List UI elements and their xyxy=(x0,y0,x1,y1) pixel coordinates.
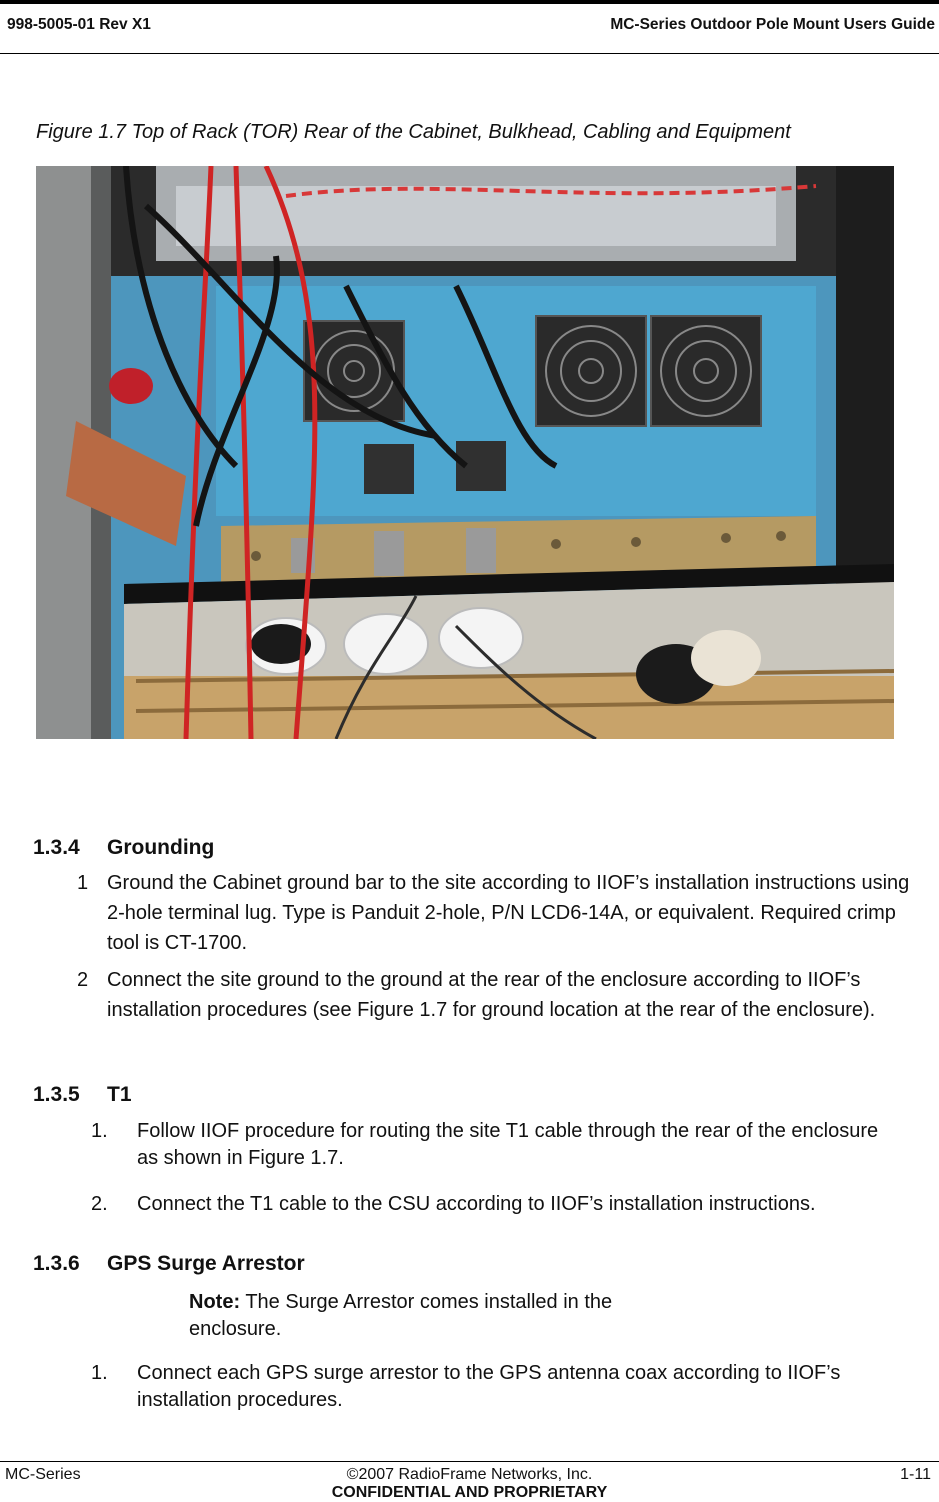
list-number: 1. xyxy=(91,1362,108,1384)
doc-number: 998-5005-01 Rev X1 xyxy=(7,16,151,33)
list-number: 1. xyxy=(91,1120,108,1142)
section-title: GPS Surge Arrestor xyxy=(107,1252,305,1275)
cabinet-photo xyxy=(36,166,894,739)
list-text: Connect each GPS surge arrestor to the GPS antenna coax according to IIOF’s installation procedures. xyxy=(137,1362,841,1411)
list-item xyxy=(0,1191,939,1221)
footer-rule xyxy=(0,1461,939,1462)
list-item xyxy=(0,1118,939,1178)
footer-confidential: CONFIDENTIAL AND PROPRIETARY xyxy=(331,1484,608,1501)
list-item xyxy=(0,965,939,1055)
list-item xyxy=(0,1360,939,1420)
footer-copyright: ©2007 RadioFrame Networks, Inc. xyxy=(346,1466,593,1483)
page-header xyxy=(0,16,939,38)
list-number: 2. xyxy=(91,1193,108,1215)
section-heading-grounding xyxy=(33,836,214,860)
list-number: 2 xyxy=(77,969,89,991)
section-title: Grounding xyxy=(107,836,215,859)
page-number: 1-11 xyxy=(900,1466,931,1483)
figure-caption: Figure 1.7 Top of Rack (TOR) Rear of the Cabinet, Bulkhead, Cabling and Equipment xyxy=(36,121,791,143)
note-text: The Surge Arrestor comes installed in the enclosure. xyxy=(189,1291,613,1340)
list-text: Connect the site ground to the ground at the rear of the enclosure according to IIOF’s installation procedures (see Figure 1.7 for ground location at the rear of the enclosure). xyxy=(107,969,876,1021)
section-heading-gps-surge-arrestor xyxy=(33,1252,305,1276)
section-title: T1 xyxy=(107,1083,132,1106)
list-text: Follow IIOF procedure for routing the site T1 cable through the rear of the enclosure as shown in Figure 1.7. xyxy=(137,1120,879,1169)
section-number: 1.3.5 xyxy=(33,1083,80,1106)
list-item xyxy=(0,868,939,958)
list-text: Connect the T1 cable to the CSU according to IIOF’s installation instructions. xyxy=(137,1193,816,1215)
section-number: 1.3.4 xyxy=(33,836,80,859)
footer-product: MC-Series xyxy=(5,1466,81,1483)
doc-title: MC-Series Outdoor Pole Mount Users Guide xyxy=(610,16,935,33)
section-number: 1.3.6 xyxy=(33,1252,80,1275)
note-label: Note: xyxy=(189,1291,241,1313)
header-rule xyxy=(0,53,939,54)
list-text: Ground the Cabinet ground bar to the site according to IIOF’s installation instructions using 2-hole terminal lug. Type is Panduit 2-hole, P/N LCD6-14A, or equivalent. Required crimp tool is CT-1700. xyxy=(107,872,910,954)
note-block xyxy=(189,1289,709,1343)
section-heading-t1 xyxy=(33,1083,132,1107)
list-number: 1 xyxy=(77,872,89,894)
top-rule xyxy=(0,0,939,4)
